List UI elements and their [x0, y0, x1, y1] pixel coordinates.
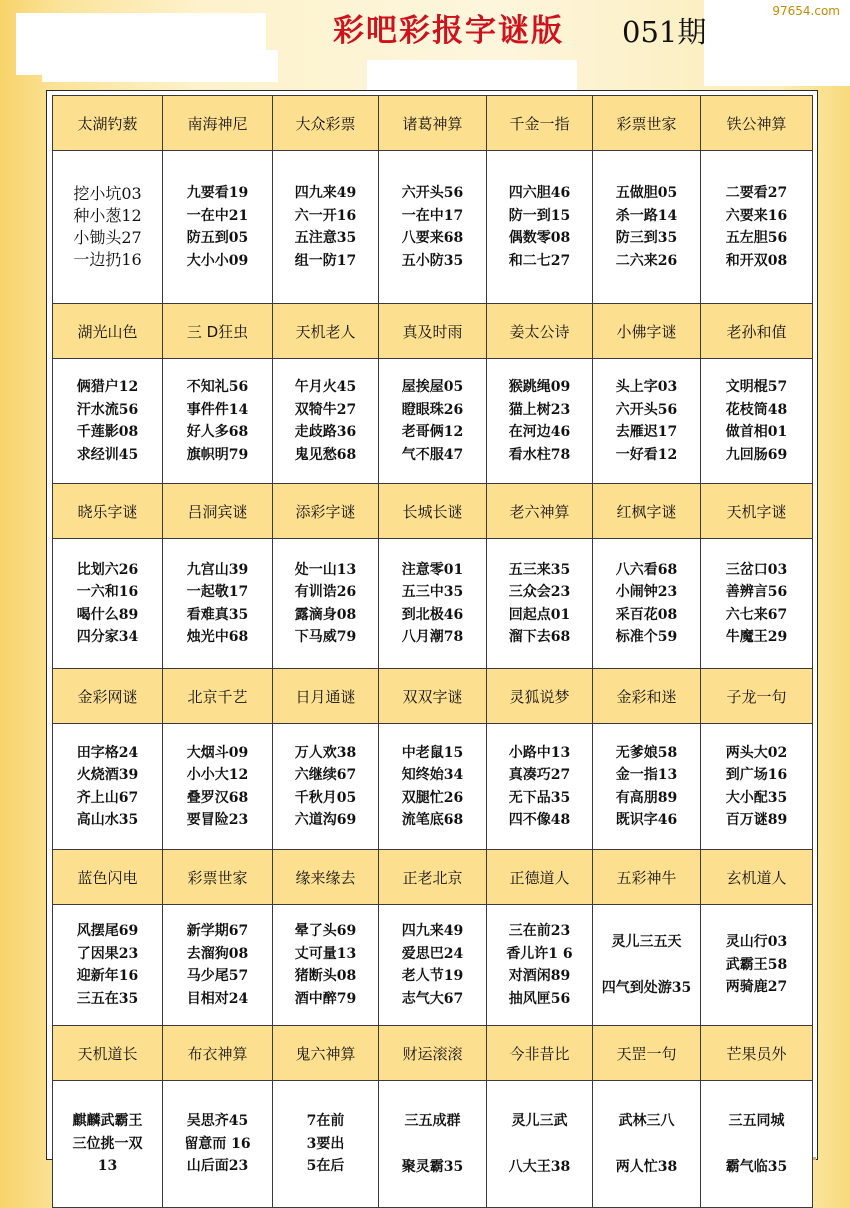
redacted-block-center	[367, 60, 577, 92]
column-header: 彩票世家	[593, 96, 701, 151]
riddle-line: 大小小09	[186, 252, 249, 269]
column-header: 天机老人	[273, 304, 379, 359]
content-row	[53, 724, 813, 850]
column-header: 姜太公诗	[487, 304, 593, 359]
riddle-cell	[53, 1081, 163, 1208]
page-title: 彩吧彩报字谜版	[333, 13, 564, 49]
riddle-line: 了因果23	[76, 945, 139, 962]
riddle-line: 猴跳绳09	[508, 379, 571, 395]
riddle-cell	[593, 724, 701, 850]
riddle-line: 采百花08	[615, 606, 678, 623]
column-header: 太湖钓薮	[53, 96, 163, 151]
riddle-cell	[273, 905, 379, 1026]
riddle-line: 3要出	[306, 1135, 345, 1152]
riddle-line: 偶数零08	[508, 230, 571, 246]
line-gap	[701, 1132, 812, 1156]
riddle-line: 武林三八	[618, 1112, 675, 1129]
riddle-line: 三五同城	[728, 1112, 785, 1129]
riddle-cell	[53, 359, 163, 484]
header-row	[53, 850, 813, 905]
column-header: 玄机道人	[701, 850, 813, 905]
riddle-line: 齐上山67	[76, 789, 139, 806]
riddle-line: 和开双08	[725, 252, 788, 269]
column-header: 财运滚滚	[379, 1026, 487, 1081]
riddle-line: 午月火45	[294, 379, 357, 395]
column-header: 彩票世家	[163, 850, 273, 905]
column-header: 缘来缘去	[273, 850, 379, 905]
riddle-line: 小路中13	[508, 744, 571, 761]
riddle-line: 四气到处游35	[601, 980, 692, 996]
riddle-line: 志气大67	[401, 990, 464, 1007]
column-header: 湖光山色	[53, 304, 163, 359]
line-gap	[593, 953, 700, 977]
riddle-cell	[701, 1081, 813, 1208]
riddle-line: 六一开16	[294, 207, 357, 224]
column-header: 南海神尼	[163, 96, 273, 151]
riddle-line: 7在前	[306, 1113, 345, 1130]
riddle-line: 霸气临35	[725, 1159, 788, 1175]
riddle-cell	[487, 151, 593, 304]
column-header: 老六神算	[487, 484, 593, 539]
riddle-line: 小小大12	[186, 767, 249, 783]
riddle-line: 三在前23	[508, 923, 571, 939]
riddle-cell	[273, 724, 379, 850]
riddle-cell	[487, 1081, 593, 1208]
content-row	[53, 359, 813, 484]
column-header: 天机道长	[53, 1026, 163, 1081]
riddle-cell	[273, 359, 379, 484]
riddle-line: 做首相01	[725, 424, 788, 440]
column-header: 千金一指	[487, 96, 593, 151]
column-header: 天罡一句	[593, 1026, 701, 1081]
riddle-cell	[273, 539, 379, 669]
riddle-line: 晕了头69	[294, 923, 357, 939]
riddle-line: 5在后	[306, 1158, 345, 1175]
riddle-line: 露滴身08	[294, 606, 357, 623]
riddle-line: 流笔底68	[401, 812, 464, 828]
riddle-line: 标准个59	[615, 629, 678, 645]
site-watermark[interactable]: 97654.com	[768, 3, 844, 19]
riddle-line: 五三中35	[401, 584, 464, 600]
column-header: 灵狐说梦	[487, 669, 593, 724]
riddle-line: 回起点01	[508, 606, 571, 623]
riddle-line: 二要看27	[725, 185, 788, 201]
riddle-cell	[53, 905, 163, 1026]
riddle-table	[52, 95, 813, 1208]
riddle-line: 马少尾57	[186, 968, 249, 984]
riddle-line: 汗水流56	[76, 401, 139, 418]
riddle-line: 杀一路14	[615, 207, 678, 224]
riddle-line: 高山水35	[76, 812, 139, 828]
riddle-line: 三五在35	[76, 990, 139, 1007]
riddle-line: 火烧酒39	[76, 767, 139, 783]
riddle-line: 灵儿三五天	[611, 933, 682, 950]
column-header: 小佛字谜	[593, 304, 701, 359]
riddle-line: 防三到35	[615, 230, 678, 246]
riddle-line: 有高朋89	[615, 789, 678, 806]
riddle-line: 二六来26	[615, 252, 678, 269]
riddle-line: 既识字46	[615, 812, 678, 828]
riddle-line: 屋挨屋05	[401, 379, 464, 395]
riddle-line: 四九来49	[294, 185, 357, 201]
riddle-cell	[379, 151, 487, 304]
line-gap	[487, 1132, 592, 1156]
riddle-cell	[487, 724, 593, 850]
riddle-line: 九宫山39	[186, 561, 249, 578]
riddle-line: 八月潮78	[401, 629, 464, 645]
riddle-line: 三五成群	[404, 1112, 461, 1129]
riddle-cell	[379, 1081, 487, 1208]
riddle-line: 风摆尾69	[76, 923, 139, 939]
column-header: 晓乐字谜	[53, 484, 163, 539]
riddle-line: 一六和16	[76, 584, 139, 600]
riddle-line: 防一到15	[508, 207, 571, 224]
riddle-line: 灵山行03	[725, 934, 788, 951]
riddle-line: 下马威79	[294, 629, 357, 645]
riddle-line: 迎新年16	[76, 968, 139, 984]
riddle-line: 三位挑一双	[72, 1135, 143, 1152]
riddle-line: 金一指13	[615, 767, 678, 783]
column-header: 金彩网谜	[53, 669, 163, 724]
header-row	[53, 484, 813, 539]
riddle-line: 千秋月05	[294, 789, 357, 806]
content-row	[53, 539, 813, 669]
riddle-cell	[379, 359, 487, 484]
riddle-line: 老人节19	[401, 968, 464, 984]
riddle-line: 五做胆05	[615, 185, 678, 201]
riddle-line: 小闹钟23	[615, 584, 678, 600]
riddle-line: 八六看68	[615, 561, 678, 578]
riddle-line: 六开头56	[615, 401, 678, 418]
riddle-line: 在河边46	[508, 424, 571, 440]
column-header: 子龙一句	[701, 669, 813, 724]
riddle-line: 处一山13	[294, 561, 357, 578]
riddle-line: 两骑鹿27	[725, 979, 788, 996]
riddle-line: 六开头56	[401, 185, 464, 201]
riddle-cell	[379, 724, 487, 850]
riddle-cell	[53, 151, 163, 304]
riddle-line: 小锄头27	[73, 228, 142, 247]
line-gap	[379, 1132, 486, 1156]
riddle-line: 猫上树23	[508, 401, 571, 418]
header-row	[53, 304, 813, 359]
riddle-line: 六要来16	[725, 207, 788, 224]
riddle-cell	[593, 359, 701, 484]
riddle-line: 有训诰26	[294, 584, 357, 600]
riddle-line: 鬼见愁68	[294, 446, 357, 463]
riddle-line: 六继续67	[294, 767, 357, 783]
riddle-line: 真凑巧27	[508, 767, 571, 783]
riddle-cell	[273, 151, 379, 304]
column-header: 正老北京	[379, 850, 487, 905]
riddle-line: 六道沟69	[294, 812, 357, 828]
riddle-line: 无下品35	[508, 789, 571, 806]
column-header: 蓝色闪电	[53, 850, 163, 905]
column-header: 红枫字谜	[593, 484, 701, 539]
riddle-line: 烛光中68	[186, 629, 249, 645]
column-header: 今非昔比	[487, 1026, 593, 1081]
riddle-line: 麒麟武霸王	[72, 1113, 143, 1130]
column-header: 铁公神算	[701, 96, 813, 151]
column-header: 正德道人	[487, 850, 593, 905]
column-header: 吕洞宾谜	[163, 484, 273, 539]
riddle-cell	[487, 905, 593, 1026]
riddle-line: 组一防17	[294, 252, 357, 269]
riddle-line: 四不像48	[508, 812, 571, 828]
column-header: 诸葛神算	[379, 96, 487, 151]
header-row	[53, 1026, 813, 1081]
riddle-line: 对酒闲89	[508, 968, 571, 984]
riddle-line: 走歧路36	[294, 424, 357, 440]
riddle-line: 两头大02	[725, 744, 788, 761]
column-header: 金彩和迷	[593, 669, 701, 724]
issue-number: 051期	[622, 15, 707, 49]
riddle-cell	[593, 905, 701, 1026]
column-header: 鬼六神算	[273, 1026, 379, 1081]
riddle-line: 灵儿三武	[511, 1112, 568, 1129]
riddle-line: 注意零01	[401, 561, 464, 578]
riddle-cell	[593, 539, 701, 669]
riddle-line: 中老鼠15	[401, 744, 464, 761]
riddle-line: 文明棍57	[725, 379, 788, 395]
riddle-line: 去雁迟17	[615, 424, 678, 440]
column-header: 北京千艺	[163, 669, 273, 724]
column-header: 长城长谜	[379, 484, 487, 539]
column-header: 五彩神牛	[593, 850, 701, 905]
riddle-line: 香儿许1 6	[506, 945, 573, 962]
riddle-line: 善辨言56	[725, 584, 788, 600]
riddle-line: 花枝筒48	[725, 401, 788, 418]
riddle-line: 挖小坑03	[73, 184, 142, 203]
riddle-line: 万人欢38	[294, 744, 357, 761]
riddle-line: 看水柱78	[508, 446, 571, 463]
riddle-line: 去溜狗08	[186, 945, 249, 962]
column-header: 布衣神算	[163, 1026, 273, 1081]
riddle-cell	[163, 539, 273, 669]
riddle-line: 四九来49	[401, 923, 464, 939]
redacted-block-left-lower	[42, 50, 278, 82]
riddle-line: 无爹娘58	[615, 744, 678, 761]
riddle-line: 和二七27	[508, 252, 571, 269]
riddle-cell	[701, 359, 813, 484]
riddle-line: 不知礼56	[186, 379, 249, 395]
column-header: 芒果员外	[701, 1026, 813, 1081]
riddle-line: 六七来67	[725, 606, 788, 623]
riddle-cell	[593, 151, 701, 304]
riddle-line: 大小配35	[725, 789, 788, 806]
riddle-line: 溜下去68	[508, 629, 571, 645]
riddle-cell	[163, 905, 273, 1026]
riddle-line: 好人多68	[186, 424, 249, 440]
riddle-line: 知终始34	[401, 767, 464, 783]
riddle-cell	[53, 724, 163, 850]
riddle-line: 田字格24	[76, 744, 139, 761]
riddle-line: 山后面23	[186, 1158, 249, 1175]
riddle-line: 五小防35	[401, 252, 464, 269]
column-header: 添彩字谜	[273, 484, 379, 539]
riddle-line: 一起敬17	[186, 584, 249, 600]
riddle-line: 一在中17	[401, 207, 464, 224]
riddle-line: 大烟斗09	[186, 744, 249, 761]
column-header: 日月通谜	[273, 669, 379, 724]
riddle-line: 一好看12	[615, 446, 678, 463]
riddle-cell	[379, 539, 487, 669]
riddle-cell	[273, 1081, 379, 1208]
content-row	[53, 151, 813, 304]
column-header: 老孙和值	[701, 304, 813, 359]
riddle-line: 三众会23	[508, 584, 571, 600]
riddle-cell	[487, 539, 593, 669]
riddle-line: 吴思齐45	[186, 1113, 249, 1130]
column-header: 天机字谜	[701, 484, 813, 539]
riddle-cell	[701, 724, 813, 850]
riddle-line: 新学期67	[186, 923, 249, 939]
riddle-line: 一边扔16	[73, 250, 142, 269]
column-header: 大众彩票	[273, 96, 379, 151]
riddle-line: 九回肠69	[725, 446, 788, 463]
riddle-line: 两人忙38	[615, 1159, 678, 1175]
riddle-line: 头上字03	[615, 379, 678, 395]
riddle-line: 事件件14	[186, 401, 249, 418]
riddle-cell	[487, 359, 593, 484]
riddle-line: 聚灵霸35	[401, 1159, 464, 1175]
riddle-line: 酒中醉79	[294, 990, 357, 1007]
riddle-line: 气不服47	[401, 446, 464, 463]
riddle-line: 丈可量13	[294, 945, 357, 962]
riddle-line: 猪断头08	[294, 968, 357, 984]
header-row	[53, 669, 813, 724]
riddle-line: 爱思巴24	[401, 945, 464, 962]
riddle-line: 五左胆56	[725, 230, 788, 246]
riddle-line: 武霸王58	[725, 956, 788, 973]
riddle-cell	[593, 1081, 701, 1208]
line-gap	[593, 1132, 700, 1156]
riddle-line: 喝什么89	[76, 606, 139, 623]
riddle-line: 到北极46	[401, 606, 464, 623]
riddle-line: 瞪眼珠26	[401, 401, 464, 418]
riddle-line: 比划六26	[76, 561, 139, 578]
riddle-line: 目相对24	[186, 990, 249, 1007]
riddle-line: 旗帜明79	[186, 446, 249, 463]
riddle-line: 五三来35	[508, 561, 571, 578]
riddle-line: 八要来68	[401, 230, 464, 246]
riddle-line: 千莲影08	[76, 424, 139, 440]
header-row	[53, 96, 813, 151]
riddle-line: 老哥俩12	[401, 424, 464, 440]
riddle-line: 俩猎户12	[76, 379, 139, 395]
riddle-cell	[53, 539, 163, 669]
riddle-cell	[701, 151, 813, 304]
riddle-cell	[163, 151, 273, 304]
content-row	[53, 1081, 813, 1208]
riddle-line: 叠罗汉68	[186, 789, 249, 806]
riddle-cell	[163, 359, 273, 484]
riddle-line: 九要看19	[186, 185, 249, 201]
riddle-line: 百万谜89	[725, 812, 788, 828]
riddle-line: 求经训45	[76, 446, 139, 463]
riddle-cell	[163, 1081, 273, 1208]
riddle-line: 三岔口03	[725, 561, 788, 578]
riddle-line: 四分家34	[76, 629, 139, 645]
column-header: 双双字谜	[379, 669, 487, 724]
riddle-line: 四六胆46	[508, 185, 571, 201]
column-header: 三 D狂虫	[163, 304, 273, 359]
column-header: 真及时雨	[379, 304, 487, 359]
riddle-cell	[701, 905, 813, 1026]
riddle-line: 五注意35	[294, 230, 357, 246]
riddle-line: 双腿忙26	[401, 789, 464, 806]
content-row	[53, 905, 813, 1026]
riddle-line: 种小葱12	[73, 206, 142, 225]
riddle-line: 到广场16	[725, 767, 788, 783]
riddle-line: 牛魔王29	[725, 629, 788, 645]
riddle-line: 看难真35	[186, 606, 249, 623]
riddle-cell	[701, 539, 813, 669]
riddle-line: 抽风匣56	[508, 990, 571, 1007]
riddle-line: 八大王38	[508, 1159, 571, 1175]
riddle-line: 要冒险23	[186, 812, 249, 828]
riddle-cell	[379, 905, 487, 1026]
riddle-line: 13	[97, 1158, 118, 1175]
riddle-line: 防五到05	[186, 230, 249, 246]
riddle-line: 留意而 16	[184, 1135, 251, 1152]
riddle-cell	[163, 724, 273, 850]
riddle-line: 双犄牛27	[294, 401, 357, 418]
riddle-line: 一在中21	[186, 207, 249, 224]
